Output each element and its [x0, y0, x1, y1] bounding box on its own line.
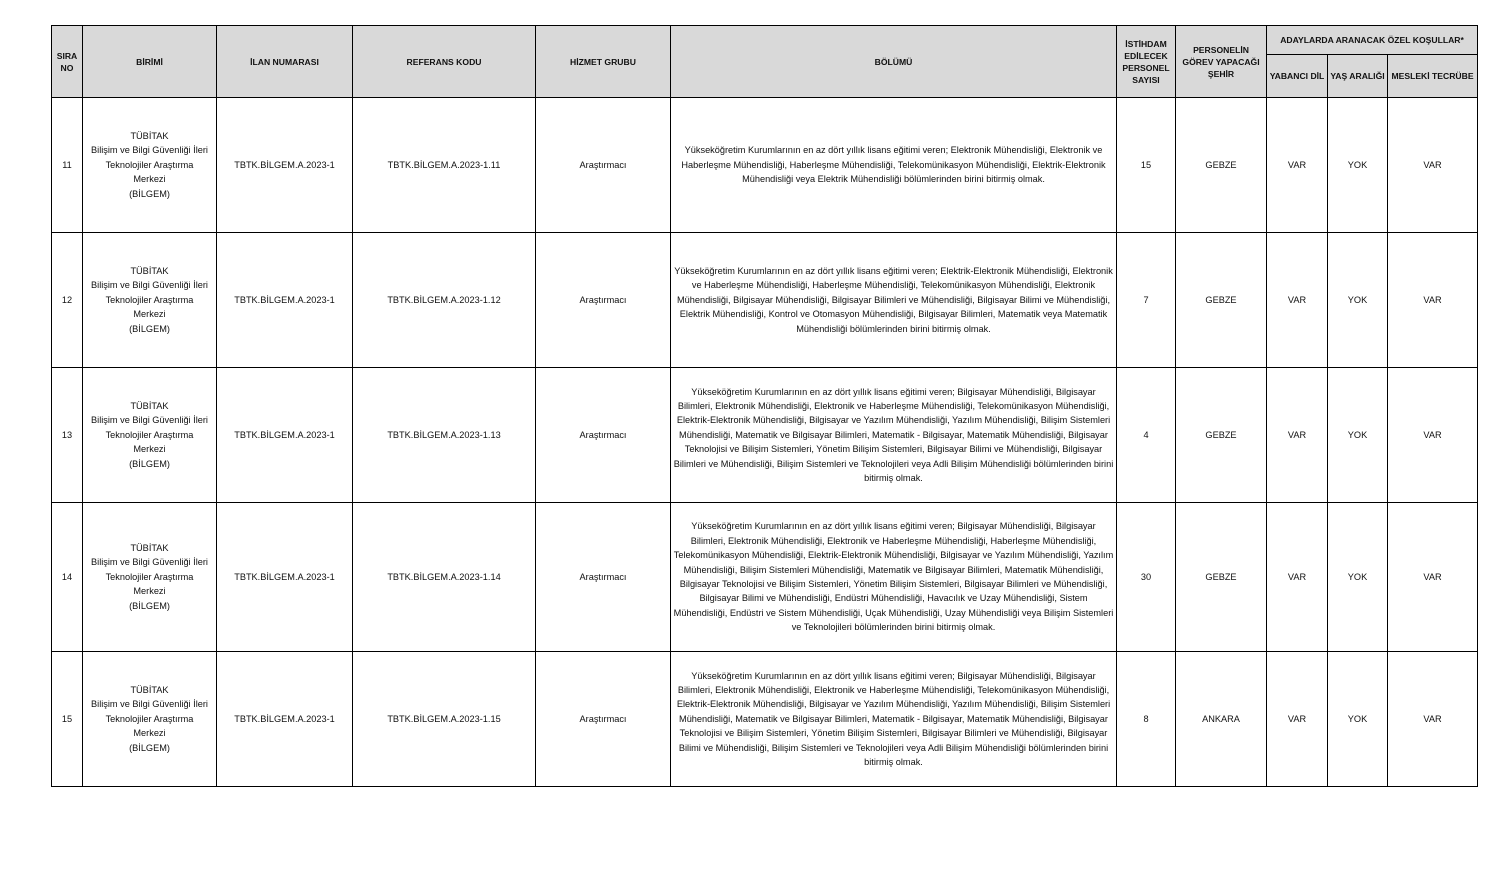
birim-line: Merkezi: [133, 586, 166, 597]
birim-line: Teknolojiler Araştırma: [105, 294, 194, 305]
cell-referans-kodu: TBTK.BİLGEM.A.2023-1.15: [353, 652, 536, 787]
birim-line: (BİLGEM): [129, 188, 170, 199]
header-ozel-kosullar: ADAYLARDA ARANACAK ÖZEL KOŞULLAR*: [1267, 26, 1478, 55]
cell-mesleki-tecrube: VAR: [1388, 652, 1478, 787]
cell-referans-kodu: TBTK.BİLGEM.A.2023-1.11: [353, 98, 536, 233]
birim-line: Bilişim ve Bilgi Güvenliği İleri: [91, 145, 208, 156]
cell-birimi: [83, 98, 217, 233]
cell-personel-sayisi: 4: [1117, 368, 1176, 503]
cell-hizmet-grubu: Araştırmacı: [536, 652, 671, 787]
birim-line: (BİLGEM): [129, 600, 170, 611]
header-sira-no: SIRA NO: [52, 26, 83, 98]
cell-bolumu: Yükseköğretim Kurumlarının en az dört yıllık lisans eğitimi veren; Bilgisayar Mühendisliği, Bilgisayar Bilimleri, Elektronik Mühendisliği, Elektronik ve Haberleşme Mühendisliği, Telekomünikasyon Mühendisliği, Elektrik-Elektronik Mühendisliği, Bilgisayar ve Yazılım Mühendisliği, Yazılım Mühendisliği, Bilişim Sistemleri Mühendisliği, Matematik ve Bilgisayar Bilimleri, Matematik - Bilgisayar, Matematik Mühendisliği, Bilgisayar Teknolojisi ve Bilişim Sistemleri, Yönetim Bilişim Sistemleri, Bilgisayar Bilimi ve Mühendisliği, Bilgisayar Bilimleri ve Mühendisliği, Bilişim Sistemleri ve Teknolojileri veya Adli Bilişim Mühendisliği bölümlerinden birini bitirmiş olmak.: [671, 368, 1117, 503]
cell-yas-araligi: YOK: [1328, 652, 1388, 787]
cell-yas-araligi: YOK: [1328, 368, 1388, 503]
cell-ilan-numarasi: TBTK.BİLGEM.A.2023-1: [217, 652, 353, 787]
cell-yabanci-dil: VAR: [1267, 368, 1328, 503]
cell-mesleki-tecrube: VAR: [1388, 98, 1478, 233]
cell-hizmet-grubu: Araştırmacı: [536, 233, 671, 368]
cell-bolumu: Yükseköğretim Kurumlarının en az dört yıllık lisans eğitimi veren; Elektronik Mühendisliği, Elektronik ve Haberleşme Mühendisliği, Haberleşme Mühendisliği, Telekomünikasyon Mühendisliği, Elektrik-Elektronik Mühendisliği veya Elektrik Mühendisliği bölümlerinden birini bitirmiş olmak.: [671, 98, 1117, 233]
birim-line: Bilişim ve Bilgi Güvenliği İleri: [91, 415, 208, 426]
cell-hizmet-grubu: Araştırmacı: [536, 368, 671, 503]
cell-bolumu: Yükseköğretim Kurumlarının en az dört yıllık lisans eğitimi veren; Bilgisayar Mühendisliği, Bilgisayar Bilimleri, Elektronik Mühendisliği, Elektronik ve Haberleşme Mühendisliği, Haberleşme Mühendisliği, Telekomünikasyon Mühendisliği, Elektrik-Elektronik Mühendisliği, Bilgisayar ve Yazılım Mühendisliği, Yazılım Mühendisliği, Bilişim Sistemleri Mühendisliği, Matematik ve Bilgisayar Bilimleri, Matematik Mühendisliği, Bilgisayar Teknolojisi ve Bilişim Sistemleri, Yönetim Bilişim Sistemleri, Bilgisayar Bilimleri ve Mühendisliği, Bilgisayar Bilimi ve Mühendisliği, Endüstri Mühendisliği, Havacılık ve Uzay Mühendisliği, Sistem Mühendisliği, Endüstri ve Sistem Mühendisliği, Uçak Mühendisliği, Uzay Mühendisliği veya Bilişim Sistemleri ve Teknolojileri bölümlerinden birini bitirmiş olmak.: [671, 503, 1117, 652]
recruitment-table: [51, 25, 1478, 787]
cell-yas-araligi: YOK: [1328, 98, 1388, 233]
cell-sehir: GEBZE: [1176, 98, 1267, 233]
header-hizmet-grubu: HİZMET GRUBU: [536, 26, 671, 98]
cell-sehir: GEBZE: [1176, 368, 1267, 503]
cell-sira-no: 13: [52, 368, 83, 503]
cell-sehir: GEBZE: [1176, 233, 1267, 368]
header-mesleki-tecrube: MESLEKİ TECRÜBE: [1388, 55, 1478, 98]
cell-hizmet-grubu: Araştırmacı: [536, 503, 671, 652]
cell-bolumu: Yükseköğretim Kurumlarının en az dört yıllık lisans eğitimi veren; Bilgisayar Mühendisliği, Bilgisayar Bilimleri, Elektronik Mühendisliği, Elektronik ve Haberleşme Mühendisliği, Telekomünikasyon Mühendisliği, Elektrik-Elektronik Mühendisliği, Bilgisayar ve Yazılım Mühendisliği, Yazılım Mühendisliği, Bilişim Sistemleri Mühendisliği, Matematik ve Bilgisayar Bilimleri, Matematik - Bilgisayar, Matematik Mühendisliği, Bilgisayar Teknolojisi ve Bilişim Sistemleri, Yönetim Bilişim Sistemleri, Bilgisayar Bilimleri ve Mühendisliği, Bilgisayar Bilimi ve Mühendisliği, Bilişim Sistemleri ve Teknolojileri veya Adli Bilişim Mühendisliği bölümlerinden birini bitirmiş olmak.: [671, 652, 1117, 787]
cell-sira-no: 14: [52, 503, 83, 652]
cell-sehir: GEBZE: [1176, 503, 1267, 652]
cell-sira-no: 12: [52, 233, 83, 368]
cell-personel-sayisi: 7: [1117, 233, 1176, 368]
cell-personel-sayisi: 8: [1117, 652, 1176, 787]
cell-yabanci-dil: VAR: [1267, 233, 1328, 368]
table-row: [52, 652, 1478, 787]
birim-line: (BİLGEM): [129, 458, 170, 469]
cell-ilan-numarasi: TBTK.BİLGEM.A.2023-1: [217, 368, 353, 503]
cell-mesleki-tecrube: VAR: [1388, 503, 1478, 652]
cell-hizmet-grubu: Araştırmacı: [536, 98, 671, 233]
cell-sira-no: 11: [52, 98, 83, 233]
cell-ilan-numarasi: TBTK.BİLGEM.A.2023-1: [217, 233, 353, 368]
cell-ilan-numarasi: TBTK.BİLGEM.A.2023-1: [217, 503, 353, 652]
header-yas-araligi: YAŞ ARALIĞI: [1328, 55, 1388, 98]
table-row: [52, 98, 1478, 233]
birim-line: Teknolojiler Araştırma: [105, 429, 194, 440]
table-row: [52, 503, 1478, 652]
cell-sehir: ANKARA: [1176, 652, 1267, 787]
birim-line: TÜBİTAK: [130, 400, 169, 411]
cell-ilan-numarasi: TBTK.BİLGEM.A.2023-1: [217, 98, 353, 233]
cell-birimi: [83, 652, 217, 787]
birim-line: Teknolojiler Araştırma: [105, 159, 194, 170]
header-referans-kodu: REFERANS KODU: [353, 26, 536, 98]
birim-line: Teknolojiler Araştırma: [105, 713, 194, 724]
cell-referans-kodu: TBTK.BİLGEM.A.2023-1.14: [353, 503, 536, 652]
cell-mesleki-tecrube: VAR: [1388, 368, 1478, 503]
birim-line: TÜBİTAK: [130, 684, 169, 695]
header-yabanci-dil: YABANCI DİL: [1267, 55, 1328, 98]
header-sehir: PERSONELİN GÖREV YAPACAĞI ŞEHİR: [1176, 26, 1267, 98]
birim-line: Teknolojiler Araştırma: [105, 571, 194, 582]
header-istihdam: İSTİHDAM EDİLECEK PERSONEL SAYISI: [1117, 26, 1176, 98]
cell-birimi: [83, 368, 217, 503]
birim-line: TÜBİTAK: [130, 542, 169, 553]
cell-yabanci-dil: VAR: [1267, 503, 1328, 652]
cell-mesleki-tecrube: VAR: [1388, 233, 1478, 368]
cell-referans-kodu: TBTK.BİLGEM.A.2023-1.13: [353, 368, 536, 503]
header-row: [52, 26, 1478, 55]
birim-line: (BİLGEM): [129, 742, 170, 753]
table-row: [52, 368, 1478, 503]
birim-line: TÜBİTAK: [130, 130, 169, 141]
cell-referans-kodu: TBTK.BİLGEM.A.2023-1.12: [353, 233, 536, 368]
header-bolumu: BÖLÜMÜ: [671, 26, 1117, 98]
birim-line: Merkezi: [133, 444, 166, 455]
header-ilan-numarasi: İLAN NUMARASI: [217, 26, 353, 98]
birim-line: Merkezi: [133, 309, 166, 320]
cell-birimi: [83, 503, 217, 652]
cell-yas-araligi: YOK: [1328, 233, 1388, 368]
birim-line: Bilişim ve Bilgi Güvenliği İleri: [91, 699, 208, 710]
cell-birimi: [83, 233, 217, 368]
cell-personel-sayisi: 15: [1117, 98, 1176, 233]
cell-yas-araligi: YOK: [1328, 503, 1388, 652]
cell-personel-sayisi: 30: [1117, 503, 1176, 652]
birim-line: Merkezi: [133, 728, 166, 739]
table-row: [52, 233, 1478, 368]
cell-yabanci-dil: VAR: [1267, 652, 1328, 787]
cell-sira-no: 15: [52, 652, 83, 787]
birim-line: TÜBİTAK: [130, 265, 169, 276]
birim-line: Bilişim ve Bilgi Güvenliği İleri: [91, 280, 208, 291]
birim-line: (BİLGEM): [129, 323, 170, 334]
birim-line: Bilişim ve Bilgi Güvenliği İleri: [91, 557, 208, 568]
cell-yabanci-dil: VAR: [1267, 98, 1328, 233]
birim-line: Merkezi: [133, 174, 166, 185]
cell-bolumu: Yükseköğretim Kurumlarının en az dört yıllık lisans eğitimi veren; Elektrik-Elektronik Mühendisliği, Elektronik ve Haberleşme Mühendisliği, Haberleşme Mühendisliği, Telekomünikasyon Mühendisliği, Elektronik Mühendisliği, Bilgisayar Mühendisliği, Bilgisayar Bilimleri ve Mühendisliği, Bilgisayar Bilimi ve Mühendisliği, Elektrik Mühendisliği, Kontrol ve Otomasyon Mühendisliği, Bilgisayar Bilimleri, Matematik veya Matematik Mühendisliği bölümlerinden birini bitirmiş olmak.: [671, 233, 1117, 368]
header-birimi: BİRİMİ: [83, 26, 217, 98]
